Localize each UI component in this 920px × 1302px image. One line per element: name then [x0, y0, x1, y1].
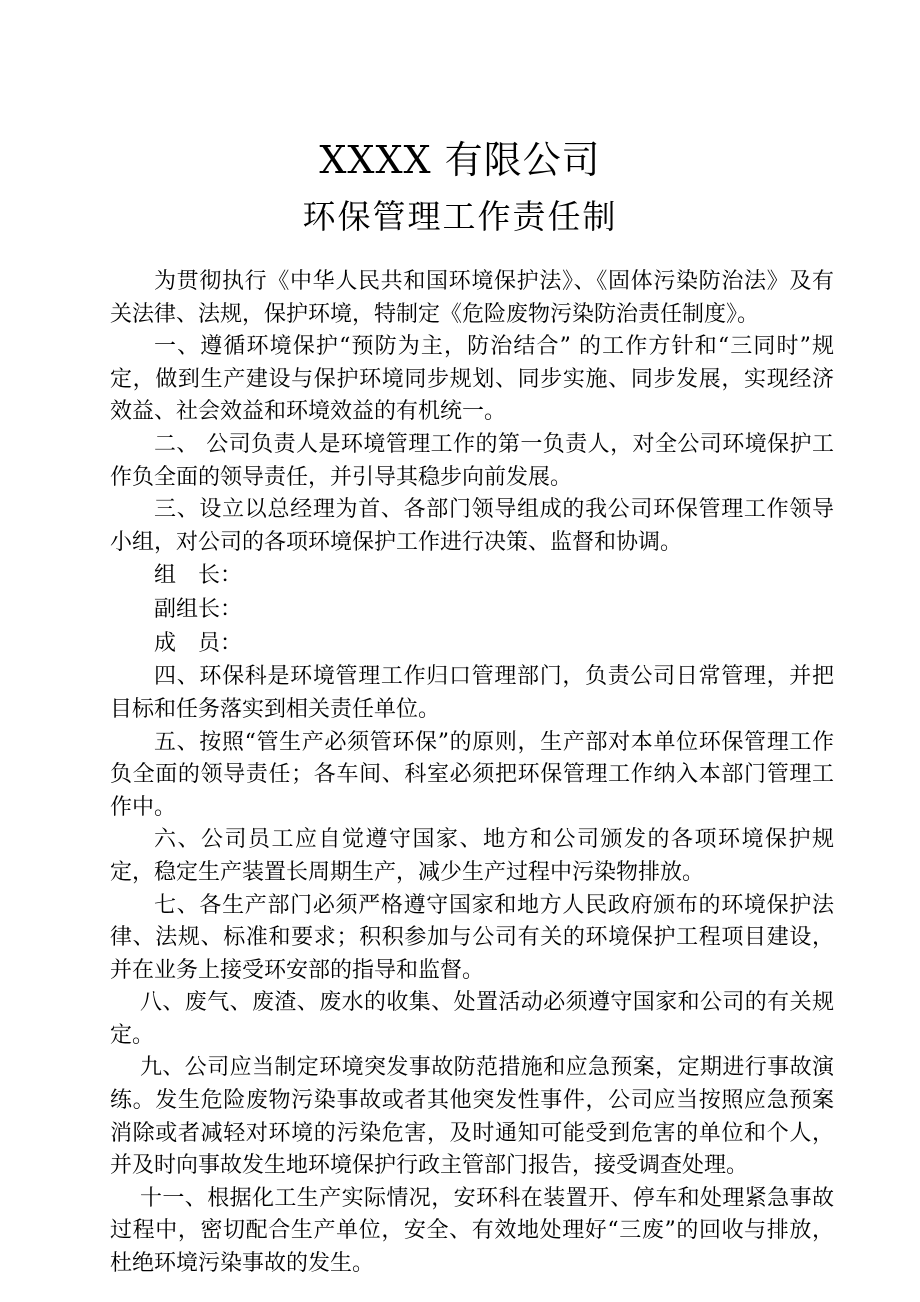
paragraph-9: 九、公司应当制定环境突发事故防范措施和应急预案，定期进行事故演练。发生危险废物污染事故或者其他突发性事件，公司应当按照应急预案消除或者减轻对环境的污染危害，及时通知可能受到危害的单位和个人，并及时向事故发生地环境保护行政主管部门报告，接受调查处理。 — [110, 1055, 834, 1179]
paragraph-6: 六、公司员工应自觉遵守国家、地方和公司颁发的各项环境保护规定，稳定生产装置长周期生产，减少生产过程中污染物排放。 — [110, 827, 834, 885]
member-members: 成 员： — [154, 631, 243, 657]
company-name: XXXX 有限公司 — [319, 138, 601, 182]
document-title: 环保管理工作责任制 — [302, 197, 618, 236]
paragraph-7: 七、各生产部门必须严格遵守国家和地方人民政府颁布的环境保护法律、法规、标准和要求；积积参加与公司有关的环境保护工程项目建设，并在业务上接受环安部的指导和监督。 — [110, 892, 834, 983]
paragraph-5: 五、按照“管生产必须管环保”的原则，生产部对本单位环保管理工作负全面的领导责任；各车间、科室必须把环保管理工作纳入本部门管理工作中。 — [110, 729, 834, 820]
paragraph-4: 四、环保科是环境管理工作归口管理部门，负责公司日常管理，并把目标和任务落实到相关责任单位。 — [110, 664, 834, 722]
paragraph-8: 八、废气、废渣、废水的收集、处置活动必须遵守国家和公司的有关规定。 — [110, 990, 834, 1048]
document-body — [110, 266, 834, 1281]
paragraph-3: 三、设立以总经理为首、各部门领导组成的我公司环保管理工作领导小组，对公司的各项环境保护工作进行决策、监督和协调。 — [110, 497, 834, 555]
paragraph-11: 十一、根据化工生产实际情况，安环科在装置开、停车和处理紧急事故过程中，密切配合生产单位，安全、有效地处理好“三废”的回收与排放，杜绝环境污染事故的发生。 — [110, 1185, 834, 1277]
paragraph-intro: 为贯彻执行《中华人民共和国环境保护法》、《固体污染防治法》及有关法律、法规，保护环境，特制定《危险废物污染防治责任制度》。 — [110, 269, 834, 327]
paragraph-2: 二、 公司负责人是环境管理工作的第一负责人，对全公司环境保护工作负全面的领导责任，并引导其稳步向前发展。 — [110, 431, 834, 490]
member-deputy: 副组长： — [154, 597, 243, 623]
paragraph-1: 一、遵循环境保护“预防为主，防治结合” 的工作方针和“三同时”规定，做到生产建设与保护环境同步规划、同步实施、同步发展，实现经济效益、社会效益和环境效益的有机统一。 — [110, 334, 834, 425]
member-leader: 组 长： — [154, 563, 243, 589]
